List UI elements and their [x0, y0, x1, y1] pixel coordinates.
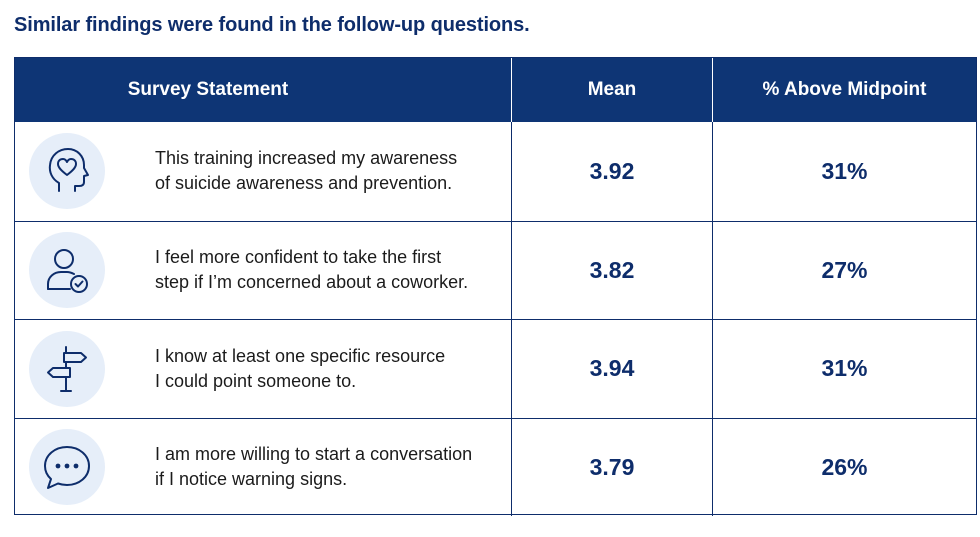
percent-value: 27%	[821, 256, 868, 283]
table-row	[15, 122, 976, 221]
percent-value: 31%	[821, 157, 868, 184]
statement-text: I know at least one specific resource I could point someone to.	[155, 345, 446, 391]
statement-cell	[15, 222, 512, 320]
table-row	[15, 221, 976, 320]
icon-badge	[29, 429, 105, 505]
statement-text: I am more willing to start a conversation if I notice warning signs.	[155, 444, 473, 490]
table-row	[15, 319, 976, 418]
mean-value: 3.82	[512, 222, 713, 320]
person-check-icon	[39, 242, 95, 298]
icon-badge	[29, 133, 105, 209]
mean-value: 3.79	[512, 419, 713, 517]
statement-cell	[15, 419, 512, 517]
head-heart-icon	[39, 143, 95, 199]
percent-value: 31%	[821, 355, 868, 382]
header-percent-above-midpoint: % Above Midpoint	[762, 79, 927, 100]
survey-table	[14, 57, 977, 515]
table-body	[15, 122, 976, 516]
table-row	[15, 418, 976, 517]
statement-text: I feel more confident to take the first step if I’m concerned about a coworker.	[155, 247, 469, 293]
header-survey-statement: Survey Statement	[15, 58, 512, 122]
statement-cell	[15, 122, 512, 221]
mean-value: 3.94	[512, 320, 713, 418]
statement-cell	[15, 320, 512, 418]
icon-badge	[29, 232, 105, 308]
statement-text: This training increased my awareness of suicide awareness and prevention.	[155, 148, 458, 194]
table-header	[15, 58, 976, 122]
signpost-icon	[39, 341, 95, 397]
icon-badge	[29, 331, 105, 407]
percent-value: 26%	[821, 453, 868, 480]
header-mean: Mean	[512, 58, 713, 122]
page-title: Similar findings were found in the follow-up questions.	[14, 14, 530, 36]
speech-bubble-icon	[39, 439, 95, 495]
mean-value: 3.92	[512, 122, 713, 221]
